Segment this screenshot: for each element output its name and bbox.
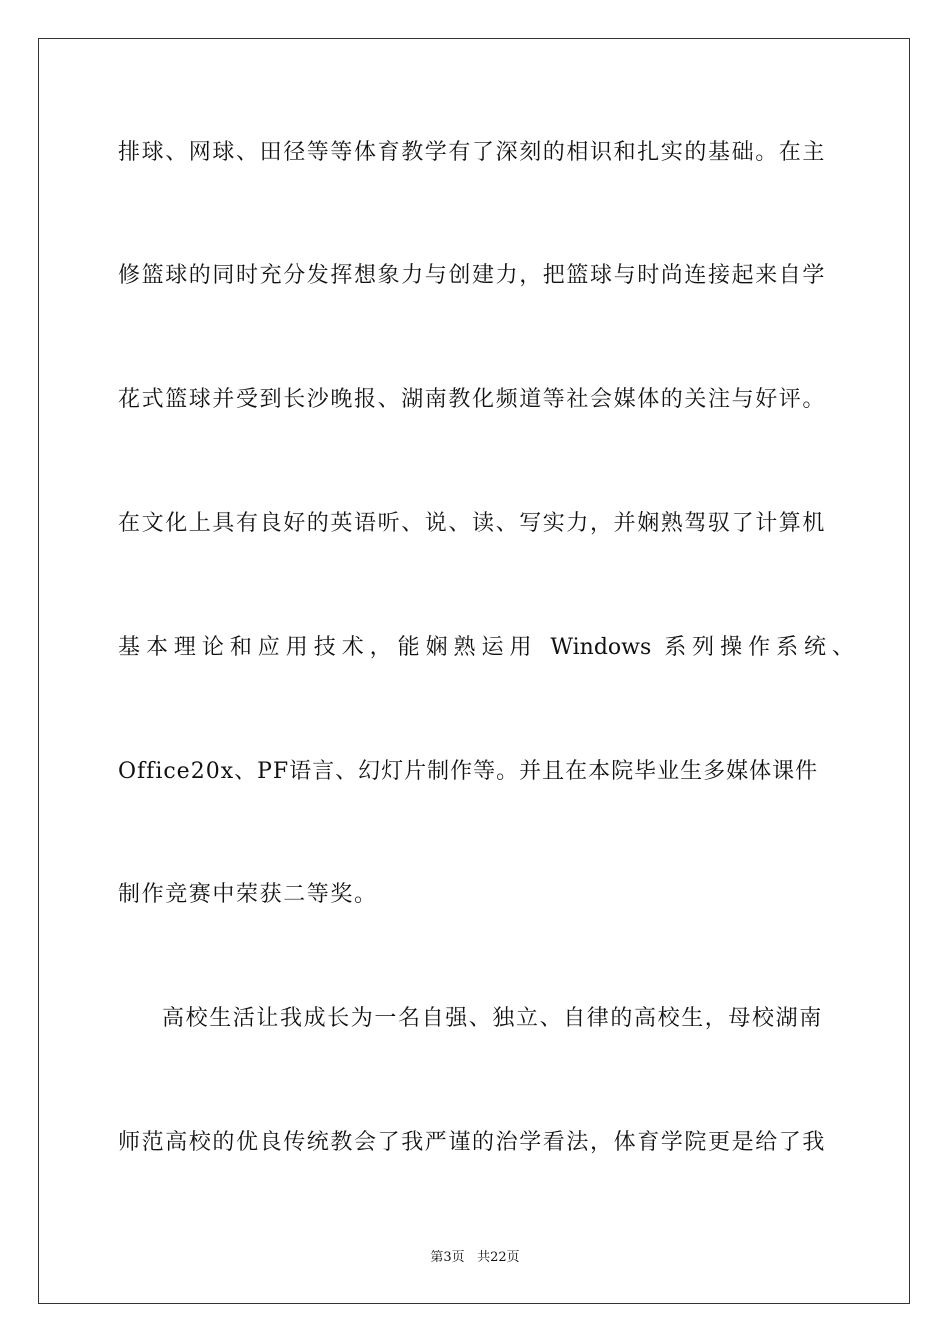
page-number: 第3页 [430, 1250, 465, 1265]
page-footer [0, 1246, 950, 1265]
page-total: 共22页 [477, 1250, 520, 1265]
text-line-8-paragraph-start: 高校生活让我成长为一名自强、独立、自律的高校生，母校湖南 [162, 1006, 823, 1031]
text-line-7: 制作竞赛中荣获二等奖。 [118, 882, 378, 907]
text-line-6: Office20x、PF语言、幻灯片制作等。并且在本院毕业生多媒体课件 [118, 759, 819, 784]
text-line-9: 师范高校的优良传统教会了我严谨的治学看法，体育学院更是给了我 [118, 1130, 827, 1155]
page-border [38, 38, 910, 1304]
text-line-1: 排球、网球、田径等等体育教学有了深刻的相识和扎实的基础。在主 [118, 140, 827, 165]
text-line-5: 基本理论和应用技术，能娴熟运用 Windows 系列操作系统、 [118, 635, 854, 660]
text-line-3: 花式篮球并受到长沙晚报、湖南教化频道等社会媒体的关注与好评。 [118, 387, 827, 412]
text-line-2: 修篮球的同时充分发挥想象力与创建力，把篮球与时尚连接起来自学 [118, 263, 827, 288]
text-line-4: 在文化上具有良好的英语听、说、读、写实力，并娴熟驾驭了计算机 [118, 511, 827, 536]
